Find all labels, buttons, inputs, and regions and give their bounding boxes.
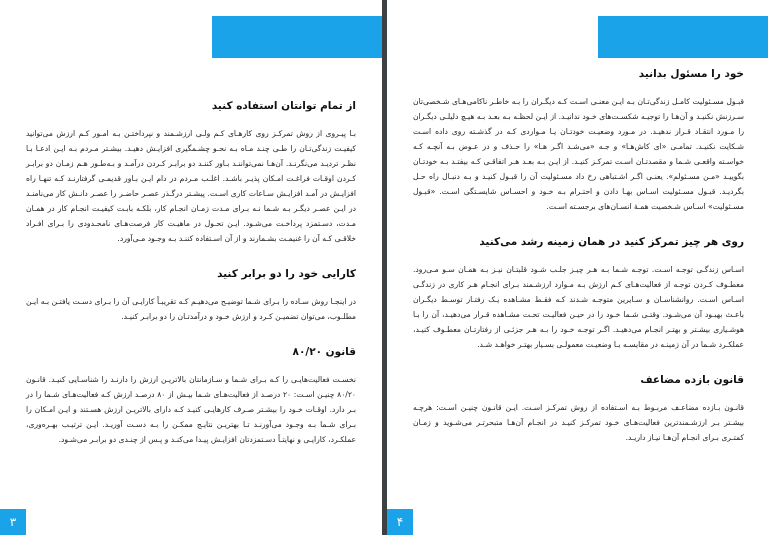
- section-body: در اینجـا روش سـاده را بـرای شـما توضیـح می‌دهیـم کـه تقریبـاً کارایـی آن را بـرای دسـت یافتـن بـه ایـن مطلـوب، می‌توان تضمیـن کـرد و ارزش خـود و درآمدتـان را دو برابـر کنیـد.: [26, 297, 356, 321]
- section-body: قانـون بـازده مضاعـف مربـوط بـه اسـتفاده از روش تمرکـز اسـت. ایـن قانـون چنیـن اسـت: هرچـه بیشـتر بـر ارزشـمندترین فعالیت‌هـای خـود تمرکـز کنیـد در انجـام آن‌هـا متبحرتـر می‌شـوید و زمـان کمتـری بـرای انجـام آن‌هـا نیـاز داریـد.: [413, 403, 744, 442]
- section-body: نخسـت فعالیت‌هایـی را کـه بـرای شـما و سـازمانتان بالاتریـن ارزش را دارنـد را شناسـایی کنیـد. قانـون ۸۰/۲۰ چنیـن اسـت: ۲۰ درصـد از فعالیت‌هـای شـما بیـش از ۸۰ درصـد ارزش کـه فعالیت‌هـای شـما را در بـر دارد. اوقـات خـود را بیشـتر صـرف کارهایـی کنیـد کـه دارای بالاتریـن ارزش هسـتند و ایـن امـکان را بـرای شـما بـه وجـود می‌آورنـد تـا بهتریـن نتایـج ممکـن را بـه دسـت آوریـد. ایـن ترتیـب بهـره‌وری، عملکـرد، کارایـی و نهایتـاً دسـتمزدتان افزایـش پیـدا می‌کنـد و پـس از چنـدی دو برابـر می‌شـود.: [26, 375, 356, 444]
- header-accent-bar: [212, 16, 382, 58]
- section-heading: قانون بازده مضاعف: [640, 374, 744, 386]
- section-body: اسـاس زندگـی توجـه اسـت. توجـه شـما بـه هـر چیـز جلـب شـود قلبتـان نیـز بـه همـان سـو مـی‌رود. معطـوف کـردن توجـه از فعالیت‌هـای کـم ارزش بـه مـوارد ارزشـمند بـرای انجـام هـر کاری در زندگـی اسـاس اسـت. روانشناسـان و سـایرین متوجـه شـدند کـه فقـط مشـاهده یـک رفتـار توسـط دیگـران باعـث بهبـود آن می‌شـود. وقتـی شـما خـود را در حیـن فعالیـت تحـت مشـاهده قـرار می‌دهیـد، آن را بـا هوشـیاری بیشـتر و بهتـر انجـام می‌دهیـد. اگـر توجـه خـود را بـه هـر جزئـی از رفتارتـان معطـوف کنیـد، عملکـرد شـما در آن زمینـه در مقایسـه بـا وضعیـت معمولـی بسـیار بهتـر خواهـد شـد.: [413, 265, 744, 349]
- section-heading: کارایی خود را دو برابر کنید: [217, 268, 356, 280]
- page-right-content: [413, 68, 744, 467]
- section-body: قبـول مسـئولیت کامـل زندگی‌تـان بـه ایـن معنـی اسـت کـه دیگـران را بـه خاطـر ناکامی‌هـای شـخصی‌تان سـرزنش نکنیـد و آن‌هـا را توجیـه شکسـت‌های خـود ندانیـد. از ایـن لحظـه بـه بعـد بـه هیـچ دلیلـی دیگـران را مـورد انتقـاد قـرار ندهیـد. در مـورد وضعیـت خودتـان یـا مـواردی کـه در گذشـته روی داده اسـت شـکایت نکنیـد. تمامـی «ای کاش‌هـا» و جـه «می‌شـد اگـر هـا» را حـذف و در عـوض بـه آنچـه کـه خواسـته واقعـی شـما و مقصدتـان اسـت تمرکـز کنیـد. از ایـن بـه بعـد هـر اتفاقـی کـه بیفتـد بـه خودتـان بگوییـد «مـن مسـئولم». یعنـی اگـر اشـتباهی رخ داد مسـئولیت آن را قبـول کنیـد و بـه دنبـال راه حـل بگردیـد. قبـول مسـئولیت اسـاس بهـا دادن و احتـرام بـه خـود و احسـاس شایسـتگی اسـت. «قبـول مسـئولیت» اسـاس شـخصیت همـهٔ انسـان‌های برجسـته اسـت.: [413, 97, 744, 211]
- section-heading: خود را مسئول بدانید: [638, 68, 744, 80]
- page-number: ۴: [387, 509, 413, 535]
- section-body: بـا پیـروی از روش تمرکـز روی کارهـای کـم ولـی ارزشـمند و نپرداختـن بـه امـور کـم ارزش می‌توانید کیفیـت زندگی‌تـان را طـی چنـد مـاه بـه نحـو چشـمگیری افزایـش دهیـد. بیشـتر مـردم بـه ایـن ادعـا بـا نظـر تردیـد می‌نگرنـد. آن‌هـا نمی‌تواننـد بـاور کننـد دو برابـر کـردن درآمـد و بـه‌طـور هـم زمـان دو برابـر کـردن اوقـات فراغـت امـکان پذیـر باشـد. اغلـب مـردم در دام ایـن بـاور قدیمـی گرفتارنـد کـه تنهـا راه افزایـش در آمـد افزایـش سـاعات کاری اسـت. پیشـتر درگـذر عصـر حاضـر را عصـر دانـش کار می‌نامنـد در ایـن عصـر دیگـر بـه شـما نـه بـرای مـدت زمـان انجـام کار، بلکـه بابـت کیفیـت انجـام کار در همـان مـدت، دسـتمزد پرداخـت می‌شـود. ایـن تحـول در ماهیـت کار فرصت‌هـای نامحـدودی را بـرای افـراد خلاقـی کـه آن را غنیمـت بشـمارند و از آن اسـتفاده کننـد بـه وجـود مـی‌آورد.: [26, 129, 356, 243]
- section-heading: قانون ۸۰/۲۰: [292, 346, 356, 358]
- page-right: [387, 0, 768, 535]
- section-heading: روی هر چیز تمرکز کنید در همان زمینه رشد می‌کنید: [479, 236, 744, 248]
- section-heading: از تمام توانتان استفاده کنید: [211, 100, 356, 112]
- page-number: ۳: [0, 509, 26, 535]
- header-accent-bar: [598, 16, 768, 58]
- page-left-content: [26, 100, 356, 469]
- page-left: [0, 0, 382, 535]
